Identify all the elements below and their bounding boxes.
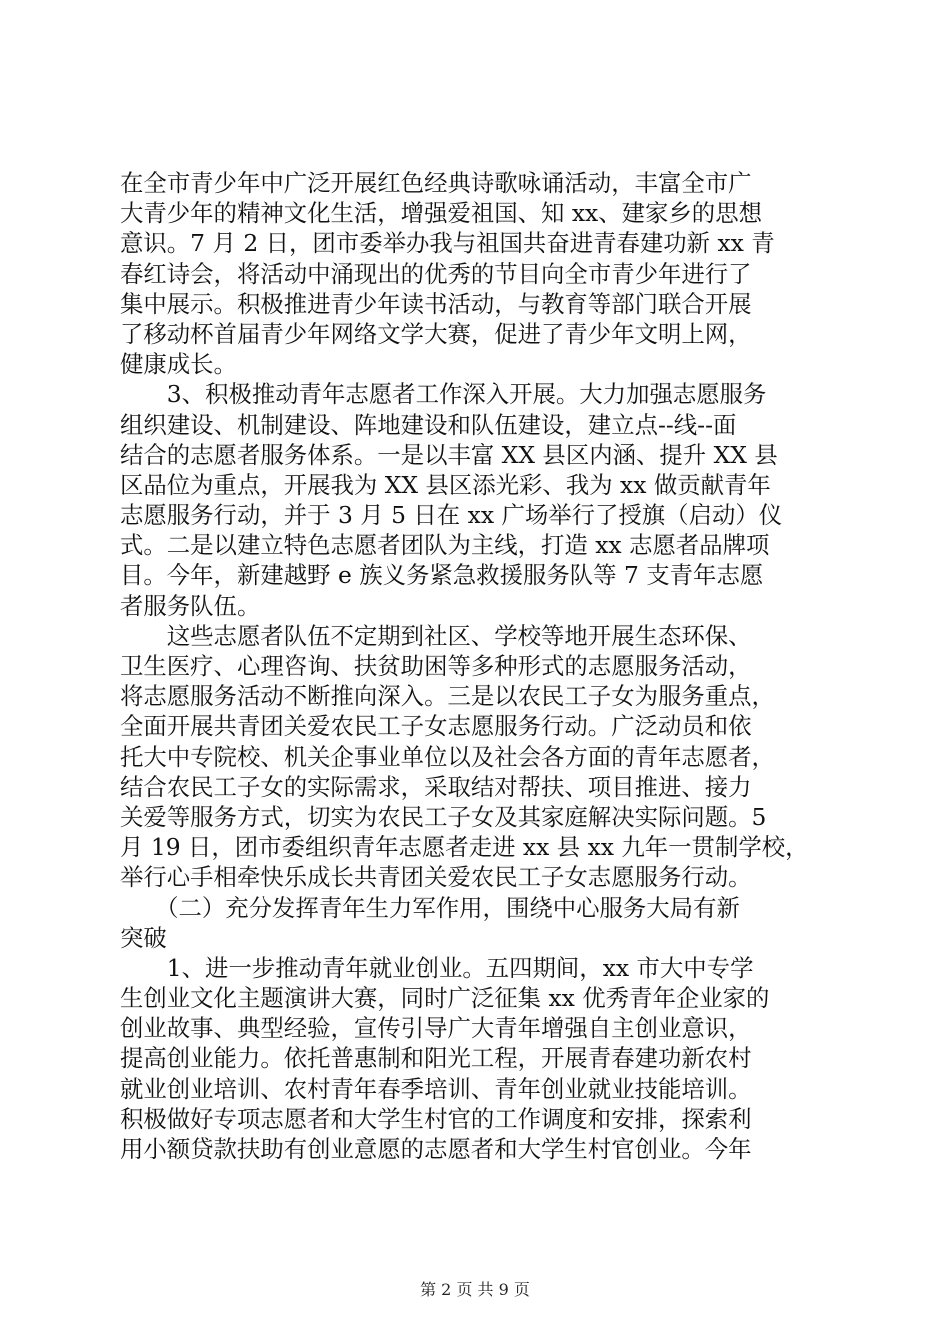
text-line: 提高创业能力。依托普惠制和阳光工程，开展青春建功新农村: [120, 1044, 752, 1073]
text-line: 在全市青少年中广泛开展红色经典诗歌咏诵活动，丰富全市广: [120, 169, 752, 197]
text-line: 举行心手相牵快乐成长共青团关爱农民工子女志愿服务行动。: [120, 863, 752, 892]
text-line: 卫生医疗、心理咨询、扶贫助困等多种形式的志愿服务活动，: [120, 652, 752, 680]
text-line: 区品位为重点，开展我为 XX 县区添光彩、我为 xx 做贡献青年: [120, 470, 771, 499]
text-line: 3、积极推动青年志愿者工作深入开展。大力加强志愿服务: [120, 380, 767, 409]
text-line: 集中展示。积极推进青少年读书活动，与教育等部门联合开展: [120, 289, 752, 318]
text-line: 结合农民工子女的实际需求，采取结对帮扶、项目推进、接力: [120, 772, 752, 801]
text-line: 突破: [120, 923, 167, 952]
text-line: 1、进一步推动青年就业创业。五四期间，xx 市大中专学: [120, 953, 754, 982]
text-line: 就业创业培训、农村青年春季培训、青年创业就业技能培训。: [120, 1074, 752, 1103]
text-line: 意识。7 月 2 日，团市委举办我与祖国共奋进青春建功新 xx 青: [120, 229, 775, 258]
text-line: 春红诗会，将活动中涌现出的优秀的节目向全市青少年进行了: [120, 259, 752, 288]
text-line: 用小额贷款扶助有创业意愿的志愿者和大学生村官创业。今年: [120, 1135, 752, 1163]
document-body: [120, 168, 832, 1164]
text-line: 这些志愿者队伍不定期到社区、学校等地开展生态环保、: [120, 621, 752, 650]
text-line: 创业故事、典型经验，宣传引导广大青年增强自主创业意识，: [120, 1014, 752, 1043]
text-line: 托大中专院校、机关企事业单位以及社会各方面的青年志愿者，: [120, 742, 775, 771]
text-line: 积极做好专项志愿者和大学生村官的工作调度和安排，探索利: [120, 1104, 752, 1133]
text-line: 式。二是以建立特色志愿者团队为主线，打造 xx 志愿者品牌项: [120, 531, 770, 560]
text-line: 志愿服务行动，并于 3 月 5 日在 xx 广场举行了授旗（启动）仪: [120, 501, 783, 530]
text-line: 将志愿服务活动不断推向深入。三是以农民工子女为服务重点，: [120, 682, 775, 711]
text-line: 组织建设、机制建设、阵地建设和队伍建设，建立点--线--面: [120, 410, 737, 439]
text-line: （二）充分发挥青年生力军作用，围绕中心服务大局有新: [120, 893, 740, 922]
text-line: 健康成长。: [120, 350, 237, 379]
text-line: 者服务队伍。: [120, 591, 261, 620]
text-line: 了移动杯首届青少年网络文学大赛，促进了青少年文明上网，: [120, 319, 752, 348]
text-line: 关爱等服务方式，切实为农民工子女及其家庭解决实际问题。5: [120, 802, 767, 831]
text-line: 月 19 日，团市委组织青年志愿者走进 xx 县 xx 九年一贯制学校，: [120, 833, 809, 862]
text-line: 生创业文化主题演讲大赛，同时广泛征集 xx 优秀青年企业家的: [120, 984, 770, 1013]
text-line: 全面开展共青团关爱农民工子女志愿服务行动。广泛动员和依: [120, 712, 752, 741]
text-line: 目。今年，新建越野 e 族义务紧急救援服务队等 7 支青年志愿: [120, 561, 764, 590]
text-line: 大青少年的精神文化生活，增强爱祖国、知 xx、建家乡的思想: [120, 199, 762, 228]
page-footer: 第 2 页 共 9 页: [420, 1280, 530, 1299]
text-line: 结合的志愿者服务体系。一是以丰富 XX 县区内涵、提升 XX 县: [120, 440, 778, 469]
